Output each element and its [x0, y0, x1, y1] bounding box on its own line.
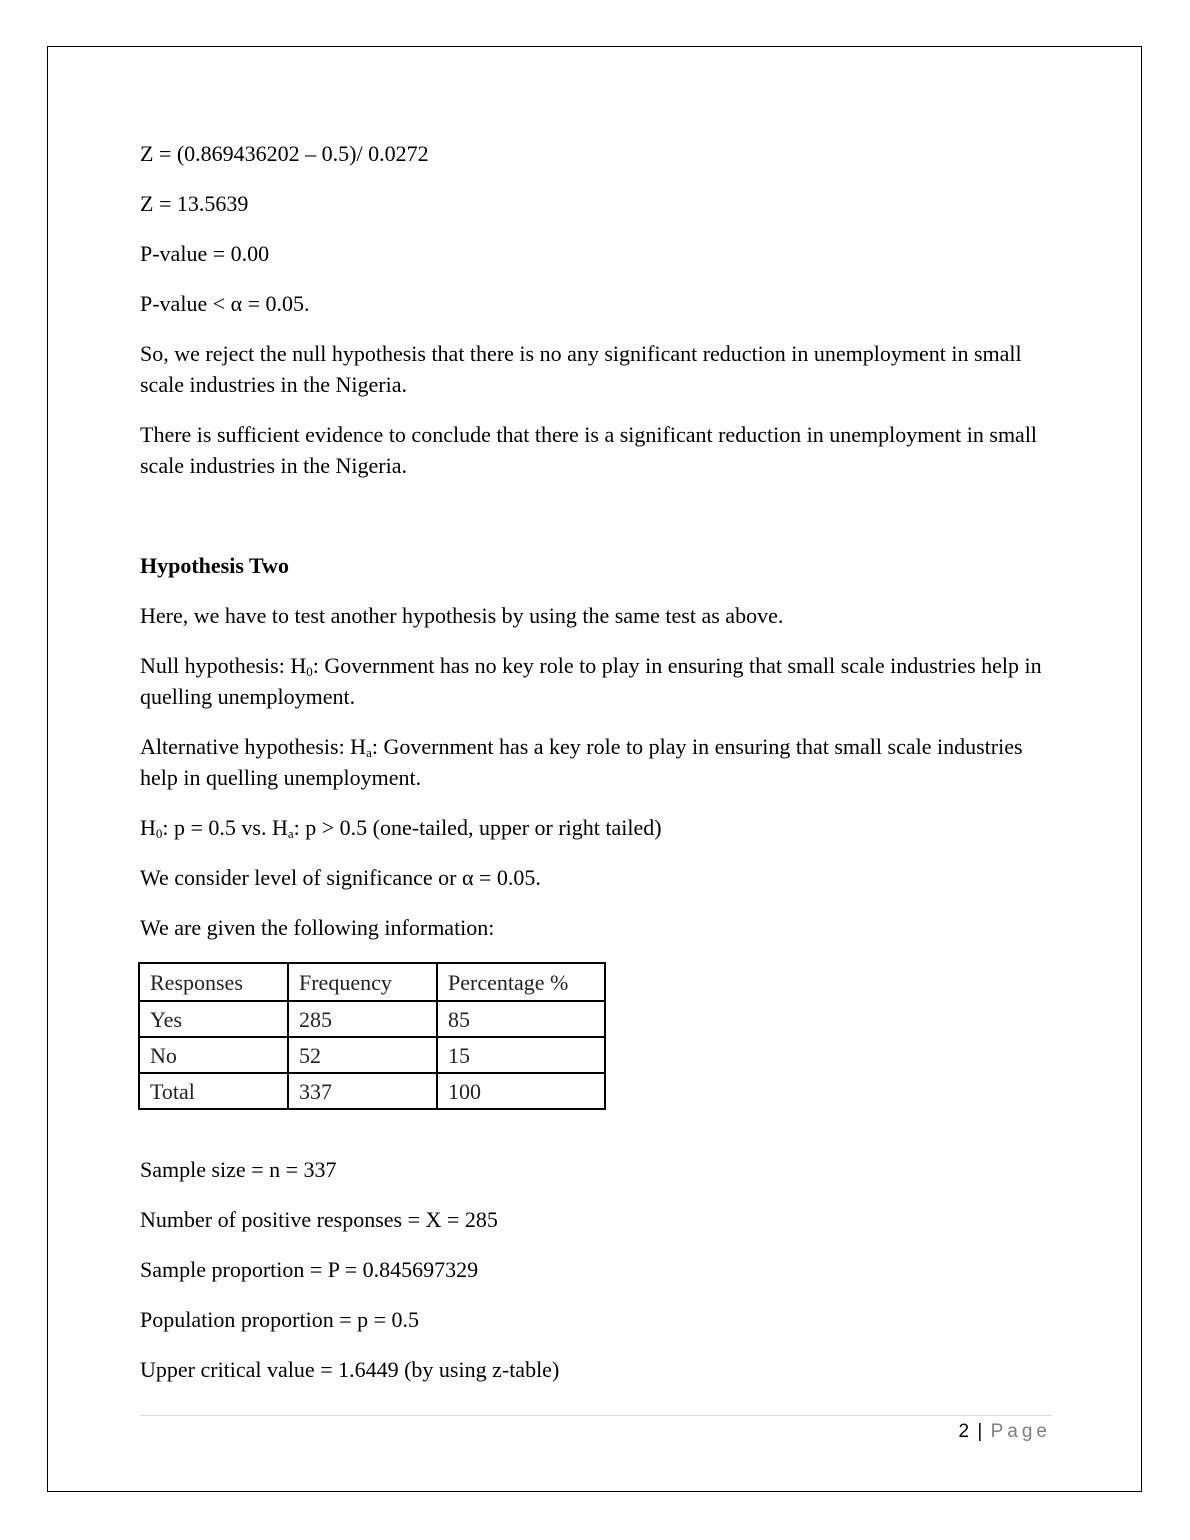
page-footer [959, 1419, 1051, 1445]
table-row [139, 1073, 605, 1109]
table-cell: 52 [288, 1037, 437, 1073]
table-header-cell: Percentage % [437, 963, 605, 1001]
p-value-line: P-value = 0.00 [140, 241, 270, 266]
table-cell: 85 [437, 1001, 605, 1037]
alt-hypothesis [140, 731, 1052, 793]
table-spacer [140, 1110, 1052, 1154]
alt-hypothesis-subscript: a [366, 745, 372, 760]
table-row [139, 1037, 605, 1073]
conclusion-statement: There is sufficient evidence to conclude that there is a significant reduction in unemployment in small scale industries in the Nigeria. [140, 422, 1038, 478]
table-row [139, 1001, 605, 1037]
alt-hypothesis-text: : Government has a key role to play in ensuring that small scale industries help in quelling unemployment. [140, 734, 1023, 790]
test-middle: : p = 0.5 vs. H [162, 815, 288, 840]
test-h0-prefix: H [140, 815, 156, 840]
critical-value-line: Upper critical value = 1.6449 (by using z-table) [140, 1357, 560, 1382]
p-compare-line: P-value < α = 0.05. [140, 291, 310, 316]
test-ha-subscript: a [287, 826, 294, 841]
table-cell: Total [139, 1073, 288, 1109]
footer-separator: | [977, 1421, 983, 1442]
page-number: 2 [958, 1421, 970, 1442]
intro-paragraph: Here, we have to test another hypothesis by using the same test as above. [140, 603, 784, 628]
z-formula-line: Z = (0.869436202 – 0.5)/ 0.0272 [140, 141, 429, 166]
sample-size-line: Sample size = n = 337 [140, 1157, 337, 1182]
null-hypothesis [140, 650, 1052, 712]
table-cell: 15 [437, 1037, 605, 1073]
null-hypothesis-text: : Government has no key role to play in ensuring that small scale industries help in quelling unemployment. [140, 653, 1042, 709]
document-body [140, 138, 1052, 1404]
population-proportion-line: Population proportion = p = 0.5 [140, 1307, 420, 1332]
responses-table [138, 962, 606, 1110]
significance-line: We consider level of significance or α = 0.05. [140, 865, 541, 890]
footer-divider [140, 1415, 1052, 1416]
test-statement [140, 812, 1052, 843]
reject-statement: So, we reject the null hypothesis that there is no any significant reduction in unemployment in small scale industries in the Nigeria. [140, 341, 1022, 397]
test-h0-subscript: 0 [155, 826, 163, 841]
null-hypothesis-subscript: 0 [306, 664, 313, 679]
test-suffix: : p > 0.5 (one-tailed, upper or right tailed) [293, 815, 662, 840]
table-cell: 337 [288, 1073, 437, 1109]
z-value-line: Z = 13.5639 [140, 191, 249, 216]
alt-hypothesis-prefix: Alternative hypothesis: H [140, 734, 367, 759]
table-header-cell: Responses [139, 963, 288, 1001]
section-heading: Hypothesis Two [140, 553, 289, 578]
positive-responses-line: Number of positive responses = X = 285 [140, 1207, 498, 1232]
null-hypothesis-prefix: Null hypothesis: H [140, 653, 307, 678]
table-header-cell: Frequency [288, 963, 437, 1001]
table-cell: No [139, 1037, 288, 1073]
page-label: Page [990, 1421, 1051, 1442]
given-info-line: We are given the following information: [140, 915, 495, 940]
table-cell: 100 [437, 1073, 605, 1109]
table-cell: Yes [139, 1001, 288, 1037]
table-cell: 285 [288, 1001, 437, 1037]
sample-proportion-line: Sample proportion = P = 0.845697329 [140, 1257, 479, 1282]
table-header-row [139, 963, 605, 1001]
section-spacer [140, 500, 1052, 550]
